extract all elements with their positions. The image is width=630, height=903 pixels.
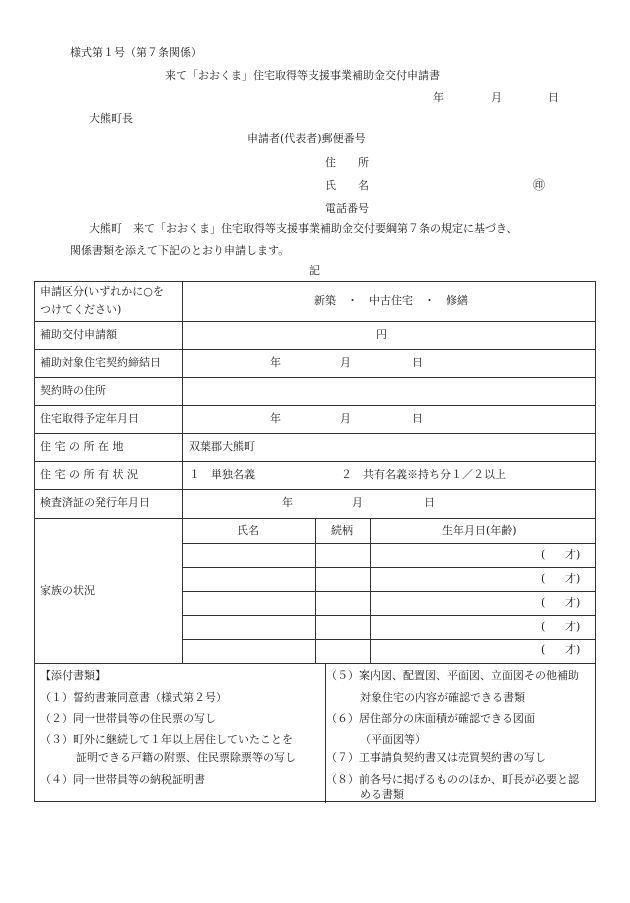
inspection-date-year: 年 (282, 496, 293, 509)
body-text-line-1: 大熊町 来て「おおくま」住宅取得等支援事業補助金交付要綱第７条の規定に基づき、 (89, 222, 518, 235)
form-number: 様式第１号（第７条関係） (70, 46, 202, 59)
contract-date-month: 月 (340, 356, 351, 369)
family-row-divider (182, 615, 595, 616)
category-label-line-1: 申請区分(いずれかに○を (40, 285, 164, 298)
attachment-item: （２）同一世帯員等の住民票の写し (40, 712, 216, 725)
amount-unit: 円 (376, 328, 387, 341)
row-divider (35, 321, 595, 322)
inspection-date-month: 月 (352, 496, 363, 509)
body-text-line-2: 関係書類を添えて下記のとおり申請します。 (70, 244, 290, 257)
age-suffix: 才) (565, 548, 581, 561)
phone-label: 電話番号 (325, 202, 369, 215)
label-column-divider (182, 282, 183, 663)
date-month: 月 (491, 91, 502, 104)
acquisition-date-month: 月 (340, 412, 351, 425)
acquisition-date-year: 年 (270, 412, 281, 425)
age-suffix: 才) (565, 643, 581, 656)
age-open-paren: ( (541, 548, 546, 561)
family-column-divider (315, 518, 316, 663)
age-suffix: 才) (565, 596, 581, 609)
attachment-item: （６）居住部分の床面積が確認できる図面 (326, 712, 535, 725)
category-options[interactable]: 新築 ・ 中古住宅 ・ 修繕 (314, 294, 468, 307)
age-open-paren: ( (541, 596, 546, 609)
attachment-item: （４）同一世帯員等の納税証明書 (40, 773, 205, 786)
location-value: 双葉郡大熊町 (189, 440, 255, 453)
age-suffix: 才) (565, 620, 581, 633)
date-day: 日 (548, 91, 559, 104)
family-row-divider (182, 543, 595, 544)
attachment-item: （１）誓約書兼同意書（様式第２号） (40, 691, 227, 704)
row-divider (35, 433, 595, 434)
row-divider (35, 663, 595, 664)
category-label-line-2: つけてください) (40, 303, 122, 316)
row-divider (35, 349, 595, 350)
addressee: 大熊町長 (89, 112, 133, 125)
attachment-item: （５）案内図、配置図、平面図、立面図その他補助 (326, 669, 579, 682)
attachment-item-continued: （平面図等） (360, 733, 426, 746)
family-row-divider (182, 567, 595, 568)
location-label: 住 宅 の 所 在 地 (40, 440, 124, 453)
age-open-paren: ( (541, 572, 546, 585)
age-open-paren: ( (541, 620, 546, 633)
family-label: 家族の状況 (40, 584, 95, 597)
row-divider (35, 377, 595, 378)
family-header-relation: 続柄 (331, 524, 353, 537)
address-label: 住 所 (325, 156, 369, 169)
contract-date-year: 年 (270, 356, 281, 369)
ki-heading: 記 (309, 264, 320, 277)
attachment-item-continued: 証明できる戸籍の附票、住民票除票等の写し (76, 751, 296, 764)
row-divider (35, 461, 595, 462)
ownership-label: 住 宅 の 所 有 状 況 (40, 468, 138, 481)
family-header-name: 氏名 (237, 524, 259, 537)
attachments-heading: 【添付書類】 (40, 669, 106, 682)
family-header-birth: 生年月日(年齢) (442, 524, 517, 537)
age-open-paren: ( (541, 643, 546, 656)
inspection-date-day: 日 (424, 496, 435, 509)
date-year: 年 (433, 91, 444, 104)
attachment-item: （７）工事請負契約書又は売買契約書の写し (326, 751, 546, 764)
acquisition-date-label: 住宅取得予定年月日 (40, 412, 139, 425)
contract-date-day: 日 (412, 356, 423, 369)
attachment-item-continued: める書類 (360, 788, 404, 801)
ownership-option-1[interactable]: １ 単独名義 (189, 468, 255, 481)
inspection-label: 検査済証の発行年月日 (40, 496, 150, 509)
contract-date-label: 補助対象住宅契約締結日 (40, 356, 161, 369)
row-divider (35, 405, 595, 406)
seal-mark: ㊞ (533, 178, 546, 192)
attachment-item: （３）町外に継続して１年以上居住していたことを (40, 733, 293, 746)
name-label: 氏 名 (325, 179, 369, 192)
family-column-divider (370, 518, 371, 663)
ownership-option-2[interactable]: ２ 共有名義※持ち分１／２以上 (341, 468, 506, 481)
family-row-divider (182, 639, 595, 640)
family-row-divider (182, 591, 595, 592)
postal-code-label: 申請者(代表者)郵便番号 (247, 132, 366, 145)
acquisition-date-day: 日 (412, 412, 423, 425)
contract-address-label: 契約時の住所 (40, 384, 106, 397)
attachment-item: （８）前各号に掲げるもののほか、町長が必要と認 (326, 773, 579, 786)
row-divider (35, 489, 595, 490)
form-title: 来て「おおくま」住宅取得等支援事業補助金交付申請書 (165, 69, 440, 82)
attachment-item-continued: 対象住宅の内容が確認できる書類 (360, 691, 525, 704)
age-suffix: 才) (565, 572, 581, 585)
application-table (34, 281, 596, 802)
amount-label: 補助交付申請額 (40, 328, 117, 341)
